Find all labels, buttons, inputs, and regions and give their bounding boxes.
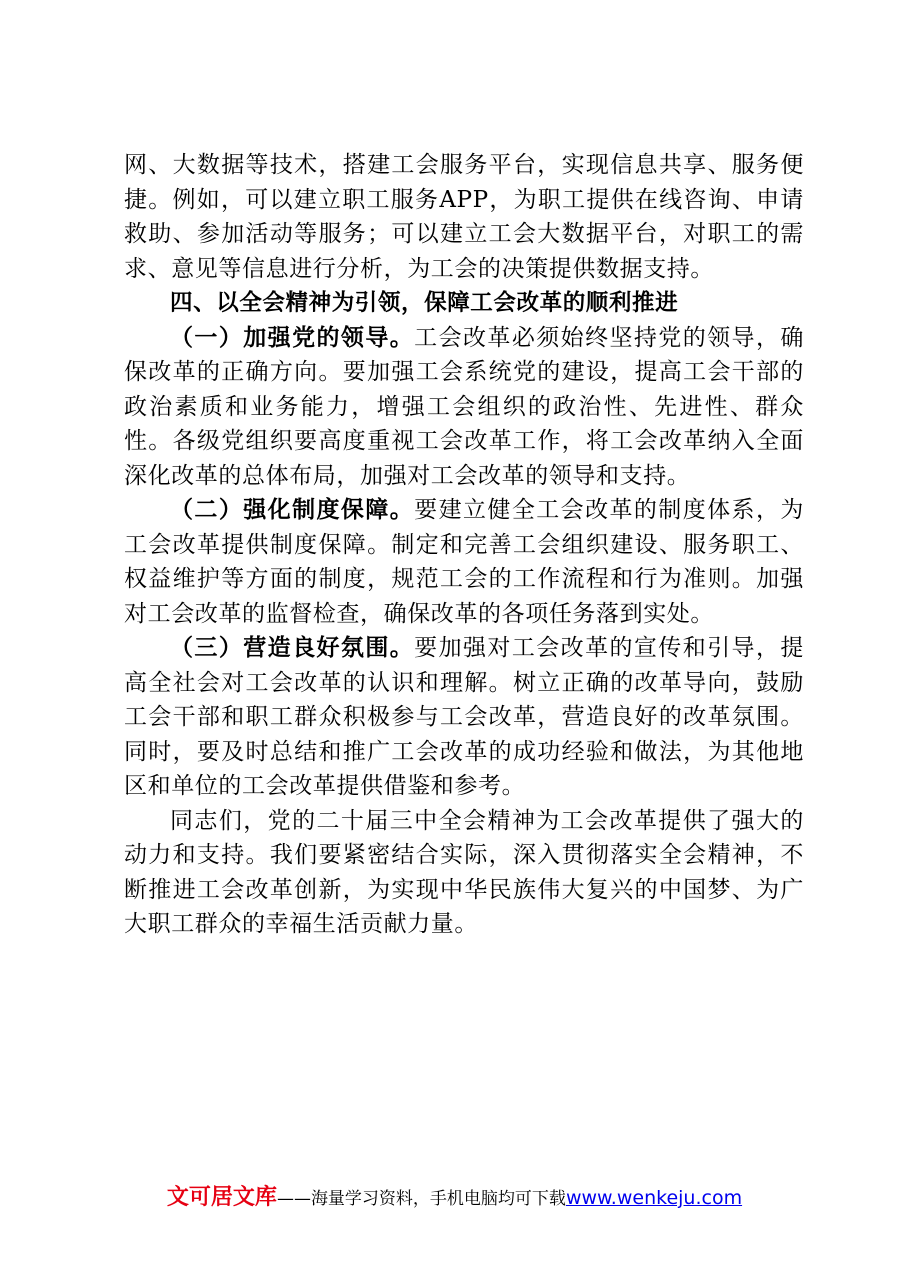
document-body [124,148,804,942]
footer-brand: 文可居文库 [166,1185,277,1210]
footer-slogan: ——海量学习资料，手机电脑均可下载 [276,1189,566,1209]
item-title-3: （三）营造良好氛围。 [170,634,415,661]
item-paragraph-2 [124,493,804,631]
section-heading: 四、以全会精神为引领，保障工会改革的顺利推进 [170,290,679,316]
continued-paragraph: 网、大数据等技术，搭建工会服务平台，实现信息共享、服务便捷。例如，可以建立职工服务APP，为职工提供在线咨询、申请救助、参加活动等服务；可以建立工会大数据平台，对职工的需求、意见等信息进行分析，为工会的决策提供数据支持。 [124,152,804,282]
item-title-1: （一）加强党的领导。 [170,323,415,351]
footer-site-link[interactable]: www.wenkeju.com [565,1187,743,1209]
item-body-1: 工会改革必须始终坚持党的领导，确保改革的正确方向。要加强工会系统党的建设，提高工会干部的政治素质和业务能力，增强工会组织的政治性、先进性、群众性。各级党组织要高度重视工会改革工作，将工会改革纳入全面深化改革的总体布局，加强对工会改革的领导和支持。 [124,324,804,489]
page-footer [0,1180,909,1211]
item-title-2: （二）强化制度保障。 [170,496,415,523]
item-body-2: 要建立健全工会改革的制度体系，为工会改革提供制度保障。制定和完善工会组织建设、服务职工、权益维护等方面的制度，规范工会的工作流程和行为准则。加强对工会改革的监督检查，确保改革的各项任务落到实处。 [124,497,804,627]
item-body-3: 要加强对工会改革的宣传和引导，提高全社会对工会改革的认识和理解。树立正确的改革导向，鼓励工会干部和职工群众积极参与工会改革，营造良好的改革氛围。同时，要及时总结和推广工会改革的成功经验和做法，为其他地区和单位的工会改革提供借鉴和参考。 [124,635,804,799]
item-paragraph-3 [124,631,804,804]
item-paragraph-1 [124,321,804,494]
closing-paragraph: 同志们，党的二十届三中全会精神为工会改革提供了强大的动力和支持。我们要紧密结合实际，深入贯彻落实全会精神，不断推进工会改革创新，为实现中华民族伟大复兴的中国梦、为广大职工群众的幸福生活贡献力量。 [124,807,804,937]
